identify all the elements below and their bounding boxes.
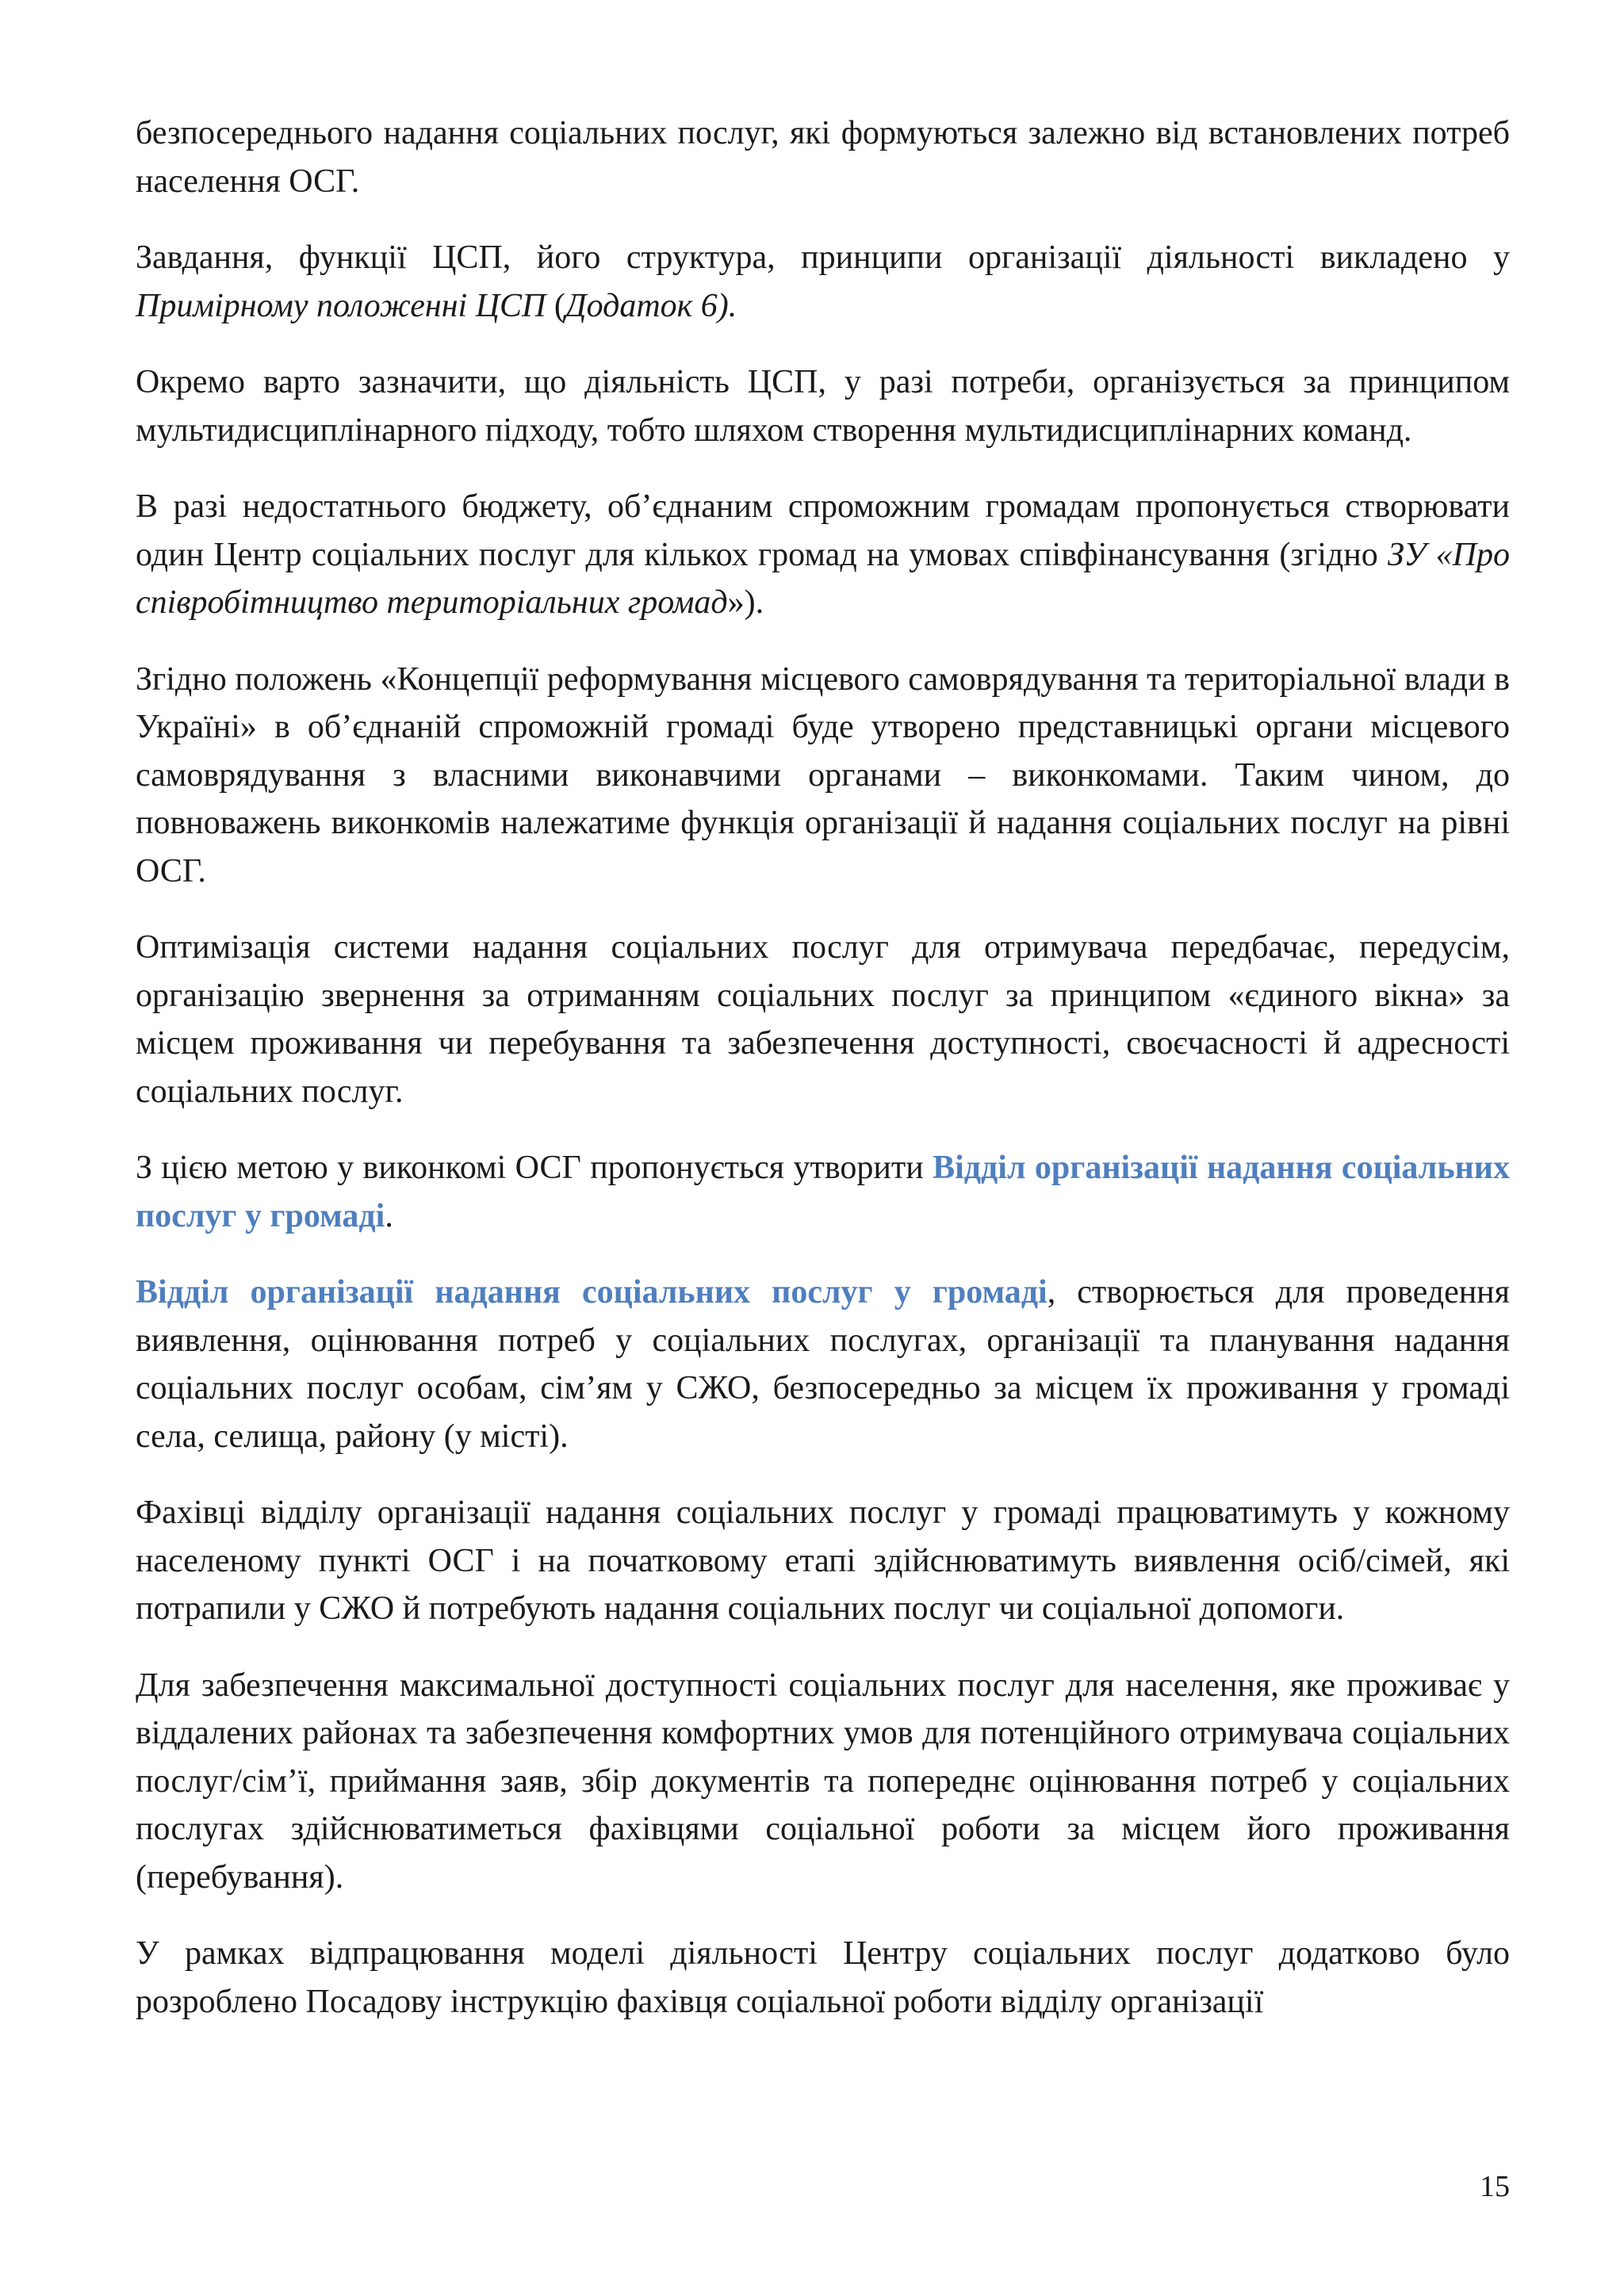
appendix-reference: Додаток 6).	[565, 287, 737, 324]
paragraph-5-text: Згідно положень «Концепції реформування місцевого самоврядування та територіальної влади в Україні» в об’єднаній спроможній громаді буде утворено представницькі органи місцевого самоврядування з власними виконавчими органами – виконкомами. Таким чином, до повноважень виконкомів належатиме функція організації й надання соціальних послуг на рівні ОСГ.	[136, 660, 1510, 890]
paragraph-9-text: Фахівці відділу організації надання соціальних послуг у громаді працюватимуть у кожному населеному пункті ОСГ і на початковому етапі здійснюватимуть виявлення осіб/сімей, які потрапили у СЖО й потребують надання соціальних послуг чи соціальної допомоги.	[136, 1494, 1510, 1627]
paragraph-7-text: З цією метою у виконкомі ОСГ пропонується утворити	[136, 1150, 933, 1186]
paragraph-7	[136, 1144, 1510, 1240]
paragraph-2	[136, 234, 1510, 330]
paragraph-2-text: Завдання, функції ЦСП, його структура, принципи організації діяльності викладено у	[136, 239, 1510, 276]
department-name-highlight: Відділ організації надання соціальних послуг у громаді	[136, 1150, 1510, 1234]
paragraph-10	[136, 1662, 1510, 1902]
paragraph-5	[136, 656, 1510, 896]
paragraph-6	[136, 924, 1510, 1115]
regulation-reference: Примірному положенні ЦСП	[136, 287, 546, 324]
paragraph-4-end: »).	[727, 584, 764, 621]
paragraph-4	[136, 483, 1510, 627]
law-reference: ЗУ «Про співробітництво територіальних громад	[136, 536, 1510, 621]
paragraph-1-text: безпосереднього надання соціальних послуг, які формуються залежно від встановлених потреб населення ОСГ.	[136, 115, 1510, 200]
paragraph-3	[136, 358, 1510, 454]
paragraph-4-text: В разі недостатнього бюджету, об’єднаним спроможним громадам пропонується створювати один Центр соціальних послуг для кількох громад на умовах співфінансування (згідно	[136, 488, 1510, 573]
paragraph-8-text: , створюється для проведення виявлення, оцінювання потреб у соціальних послугах, організації та планування надання соціальних послуг особам, сім’ям у СЖО, безпосередньо за місцем їх проживання у громаді села, селища, району (у місті).	[136, 1274, 1510, 1455]
document-page	[136, 109, 1510, 2054]
paragraph-10-text: Для забезпечення максимальної доступності соціальних послуг для населення, яке проживає у віддалених районах та забезпечення комфортних умов для потенційного отримувача соціальних послуг/сім’ї, приймання заяв, збір документів та попереднє оцінювання потреб у соціальних послугах здійснюватиметься фахівцями соціальної роботи за місцем його проживання (перебування).	[136, 1667, 1510, 1896]
page-number: 15	[1480, 2170, 1510, 2203]
paragraph-7-end: .	[385, 1197, 393, 1234]
paragraph-8	[136, 1269, 1510, 1460]
paragraph-11-text: У рамках відпрацювання моделі діяльності Центру соціальних послуг додатково було розроблено Посадову інструкцію фахівця соціальної роботи відділу організації	[136, 1935, 1510, 2020]
paragraph-3-text: Окремо варто зазначити, що діяльність ЦСП, у разі потреби, організується за принципом мультидисциплінарного підходу, тобто шляхом створення мультидисциплінарних команд.	[136, 364, 1510, 449]
paragraph-6-text: Оптимізація системи надання соціальних послуг для отримувача передбачає, передусім, організацію звернення за отриманням соціальних послуг за принципом «єдиного вікна» за місцем проживання чи перебування та забезпечення доступності, своєчасності й адресності соціальних послуг.	[136, 929, 1510, 1110]
paragraph-2-bracket: (	[546, 287, 565, 324]
paragraph-11	[136, 1930, 1510, 2026]
paragraph-9	[136, 1489, 1510, 1633]
department-name-highlight-2: Відділ організації надання соціальних послуг у громаді	[136, 1274, 1048, 1311]
paragraph-1	[136, 109, 1510, 205]
